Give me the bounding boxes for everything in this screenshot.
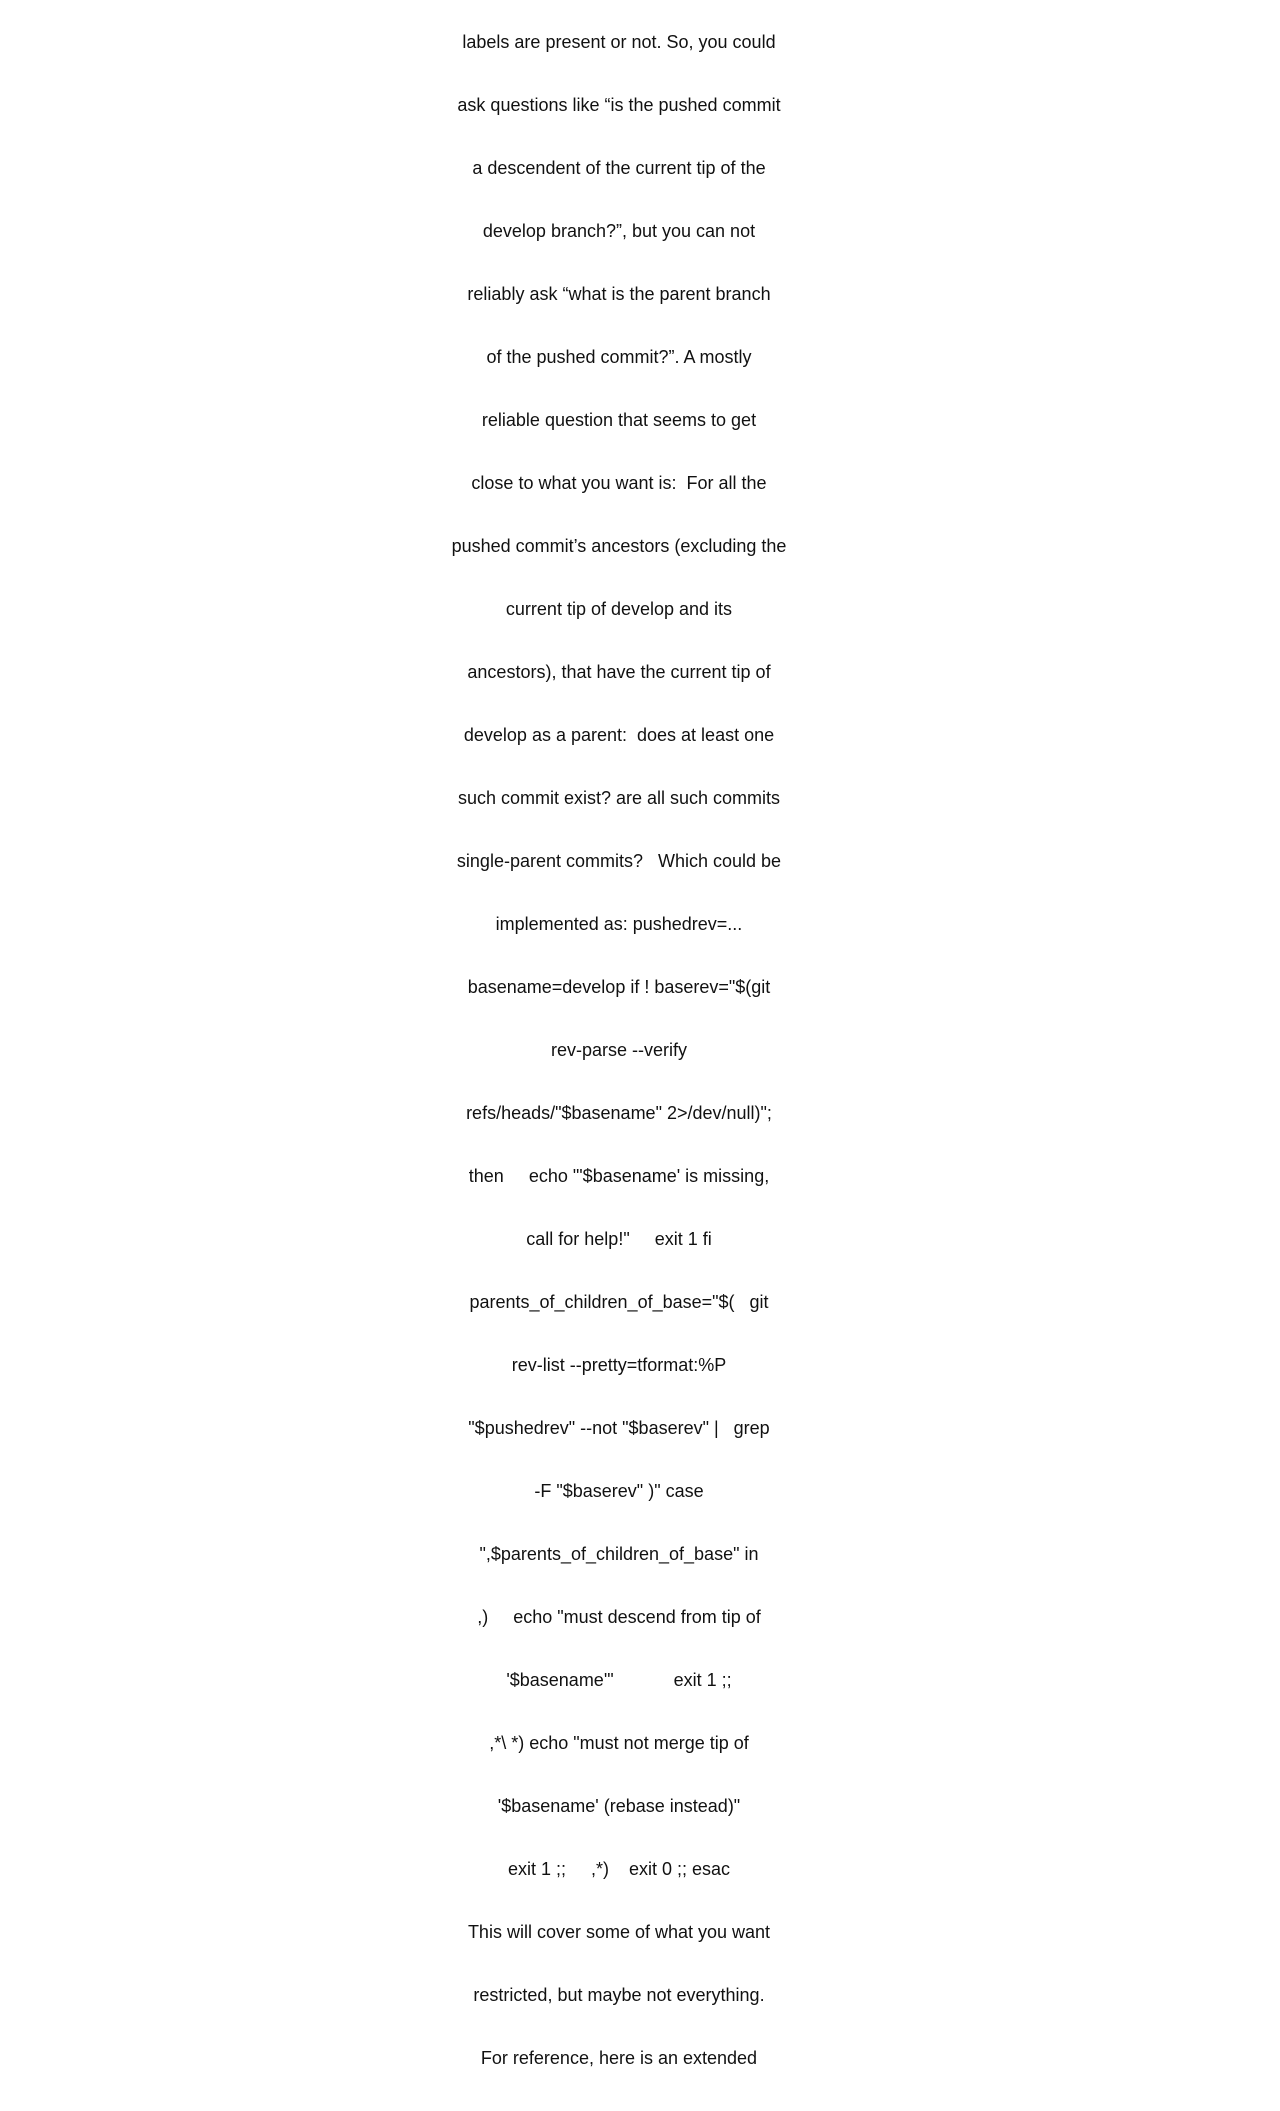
code-line: rev-list --pretty=tformat:%P [511,1355,727,1375]
text-line: restricted, but maybe not everything. [473,1985,765,2005]
text-line: This will cover some of what you want [467,1922,771,1942]
code-line: '$basename'" exit 1 ;; [506,1670,732,1690]
code-line: ",$parents_of_children_of_base" in [479,1544,759,1564]
text-line: of the pushed commit?”. A mostly [486,347,752,367]
text-line: close to what you want is: For all the [471,473,767,493]
text-line: single-parent commits? Which could be [456,851,782,871]
code-line: then echo "'$basename' is missing, [468,1166,770,1186]
text-line: such commit exist? are all such commits [457,788,781,808]
code-line: "$pushedrev" --not "$baserev" | grep [468,1418,770,1438]
code-line: ,*\ *) echo "must not merge tip of [489,1733,749,1753]
text-line: labels are present or not. So, you could [462,32,776,52]
text-line: ancestors), that have the current tip of [467,662,771,682]
text-line: a descendent of the current tip of the [472,158,766,178]
text-line: reliably ask “what is the parent branch [467,284,771,304]
text-line: For reference, here is an extended [480,2048,758,2068]
code-line: rev-parse --verify [550,1040,688,1060]
code-line: call for help!" exit 1 fi [526,1229,712,1249]
code-line: -F "$baserev" )" case [534,1481,704,1501]
code-line: '$basename' (rebase instead)" [497,1796,741,1816]
text-line: ask questions like “is the pushed commit [457,95,781,115]
code-line: basename=develop if ! baserev="$(git [467,977,771,997]
text-line: pushed commit’s ancestors (excluding the [451,536,787,556]
code-line: ,) echo "must descend from tip of [477,1607,761,1627]
text-line: develop as a parent: does at least one [463,725,775,745]
code-line: exit 1 ;; ,*) exit 0 ;; esac [507,1859,731,1879]
code-line: refs/heads/"$basename" 2>/dev/null)"; [466,1103,772,1123]
text-line: develop branch?”, but you can not [482,221,756,241]
text-line: reliable question that seems to get [481,410,757,430]
text-line: current tip of develop and its [505,599,733,619]
answer-text-column [440,0,798,2111]
text-line: implemented as: pushedrev=... [495,914,743,934]
code-line: parents_of_children_of_base="$( git [469,1292,769,1312]
